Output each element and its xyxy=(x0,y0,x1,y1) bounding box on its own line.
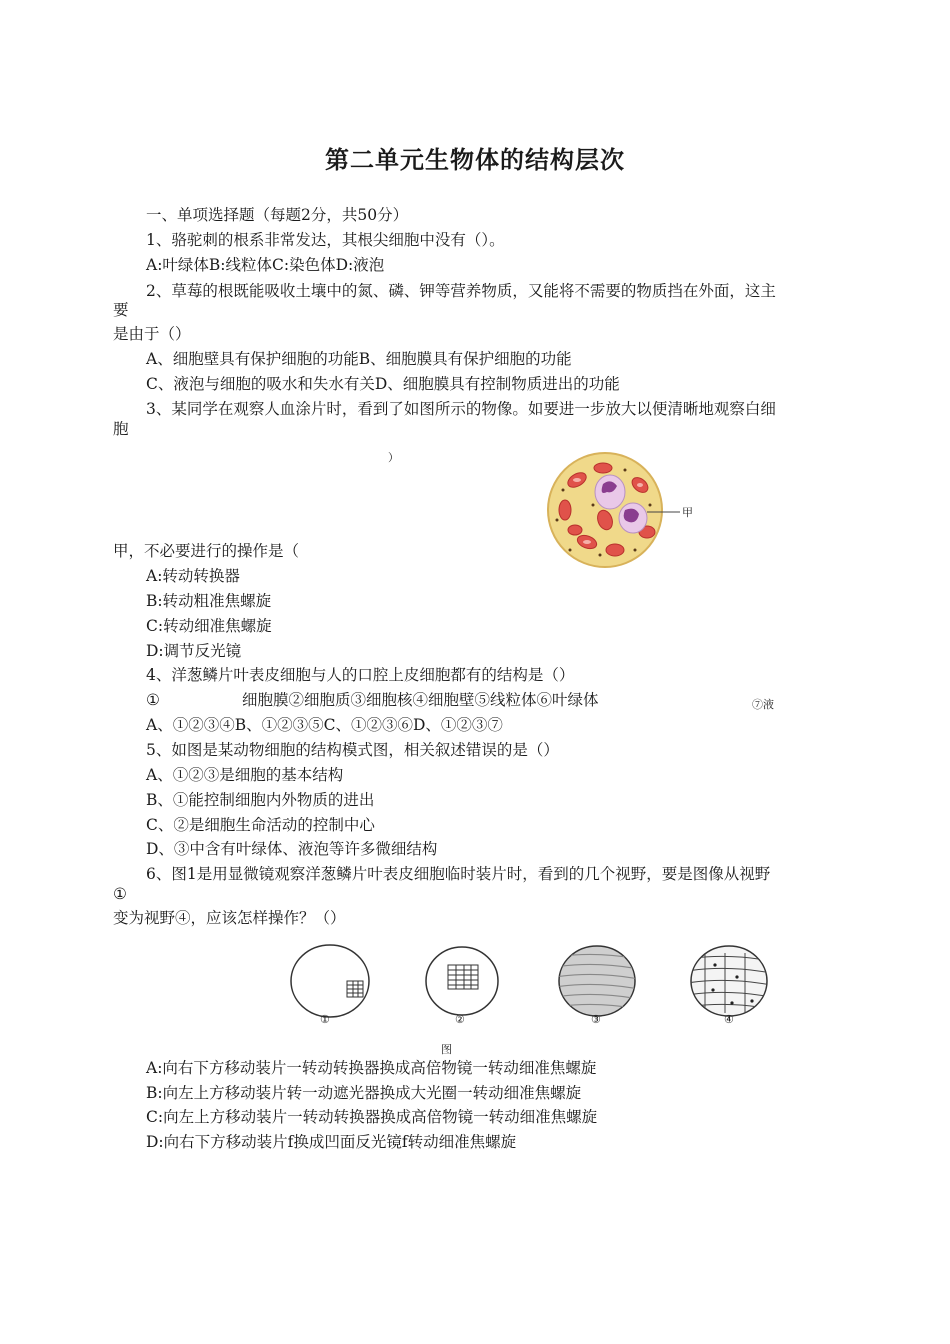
q3-stem-line3: 甲，不必要进行的操作是（ xyxy=(113,542,300,560)
section-heading: 一、单项选择题（每题2分，共50分） xyxy=(146,206,409,224)
q5-option-b: B、①能控制细胞内外物质的进出 xyxy=(146,791,375,809)
q6-stem-line1: 6、图1是用显微镜观察洋葱鳞片叶表皮细胞临时装片时，看到的几个视野，要是图像从视野 xyxy=(146,865,771,883)
q4-items: 细胞膜②细胞质③细胞核④细胞壁⑤线粒体⑥叶绿体 xyxy=(242,691,599,709)
q6-option-b: B:向左上方移动装片转一动遮光器换成大光圈一转动细准焦螺旋 xyxy=(146,1084,582,1102)
q6-option-a: A:向右下方移动装片一转动转换器换成高倍物镜一转动细准焦螺旋 xyxy=(146,1059,597,1077)
q5-option-a: A、①②③是细胞的基本结构 xyxy=(146,766,344,784)
q3-option-b: B:转动粗准焦螺旋 xyxy=(146,592,272,610)
q4-item1: ① xyxy=(146,691,160,709)
q2-stem-line1: 2、草莓的根既能吸收土壤中的氮、磷、钾等营养物质，又能将不需要的物质挡在外面，这主 xyxy=(146,282,776,300)
blood-smear-figure xyxy=(545,450,705,570)
q3-stem-line1: 3、某同学在观察人血涂片时，看到了如图所示的物像。如要进一步放大以便清晰地观察白细 xyxy=(146,400,776,418)
view-label-4: ④ xyxy=(724,1013,734,1026)
q3-stem-line2: 胞 xyxy=(113,420,129,438)
q5-option-d: D、③中含有叶绿体、液泡等许多微细结构 xyxy=(146,840,438,858)
blood-figure-label: 甲 xyxy=(682,506,693,519)
q2-options-line1: A、细胞壁具有保护细胞的功能B、细胞膜具有保护细胞的功能 xyxy=(146,350,572,368)
q2-stem-line3: 是由于（） xyxy=(113,325,191,343)
q5-option-c: C、②是细胞生命活动的控制中心 xyxy=(146,816,375,834)
view-label-3: ③ xyxy=(591,1013,601,1026)
figure-caption: 图 xyxy=(441,1043,452,1056)
q6-stem-line3: 变为视野④，应该怎样操作？（） xyxy=(113,909,346,927)
q4-item7: ⑦液 xyxy=(752,698,774,711)
q3-option-d: D:调节反光镜 xyxy=(146,642,242,660)
q3-stray-mark: ） xyxy=(388,451,399,464)
view-label-1: ① xyxy=(320,1013,330,1026)
q1-stem: 1、骆驼刺的根系非常发达，其根尖细胞中没有（）。 xyxy=(146,231,505,249)
q3-option-a: A:转动转换器 xyxy=(146,567,240,585)
view-label-2: ② xyxy=(455,1013,465,1026)
microscope-views-figure xyxy=(285,943,775,1028)
q6-option-d: D:向右下方移动装片f换成凹面反光镜f转动细准焦螺旋 xyxy=(146,1133,517,1151)
q2-options-line2: C、液泡与细胞的吸水和失水有关D、细胞膜具有控制物质进出的功能 xyxy=(146,375,620,393)
q6-option-c: C:向左上方移动装片一转动转换器换成高倍物镜一转动细准焦螺旋 xyxy=(146,1108,598,1126)
q3-option-c: C:转动细准焦螺旋 xyxy=(146,617,272,635)
q2-stem-line2: 要 xyxy=(113,301,129,319)
view-2 xyxy=(426,947,498,1015)
q5-stem: 5、如图是某动物细胞的结构模式图，相关叙述错误的是（） xyxy=(146,741,559,759)
q1-options: A:叶绿体B:线粒体C:染色体D:液泡 xyxy=(146,256,385,274)
q4-stem: 4、洋葱鳞片叶表皮细胞与人的口腔上皮细胞都有的结构是（） xyxy=(146,666,575,684)
q6-stem-line2: ① xyxy=(113,885,127,903)
q4-options: A、①②③④B、①②③⑤C、①②③⑥D、①②③⑦ xyxy=(146,716,503,734)
page-title: 第二单元生物体的结构层次 xyxy=(325,146,625,174)
